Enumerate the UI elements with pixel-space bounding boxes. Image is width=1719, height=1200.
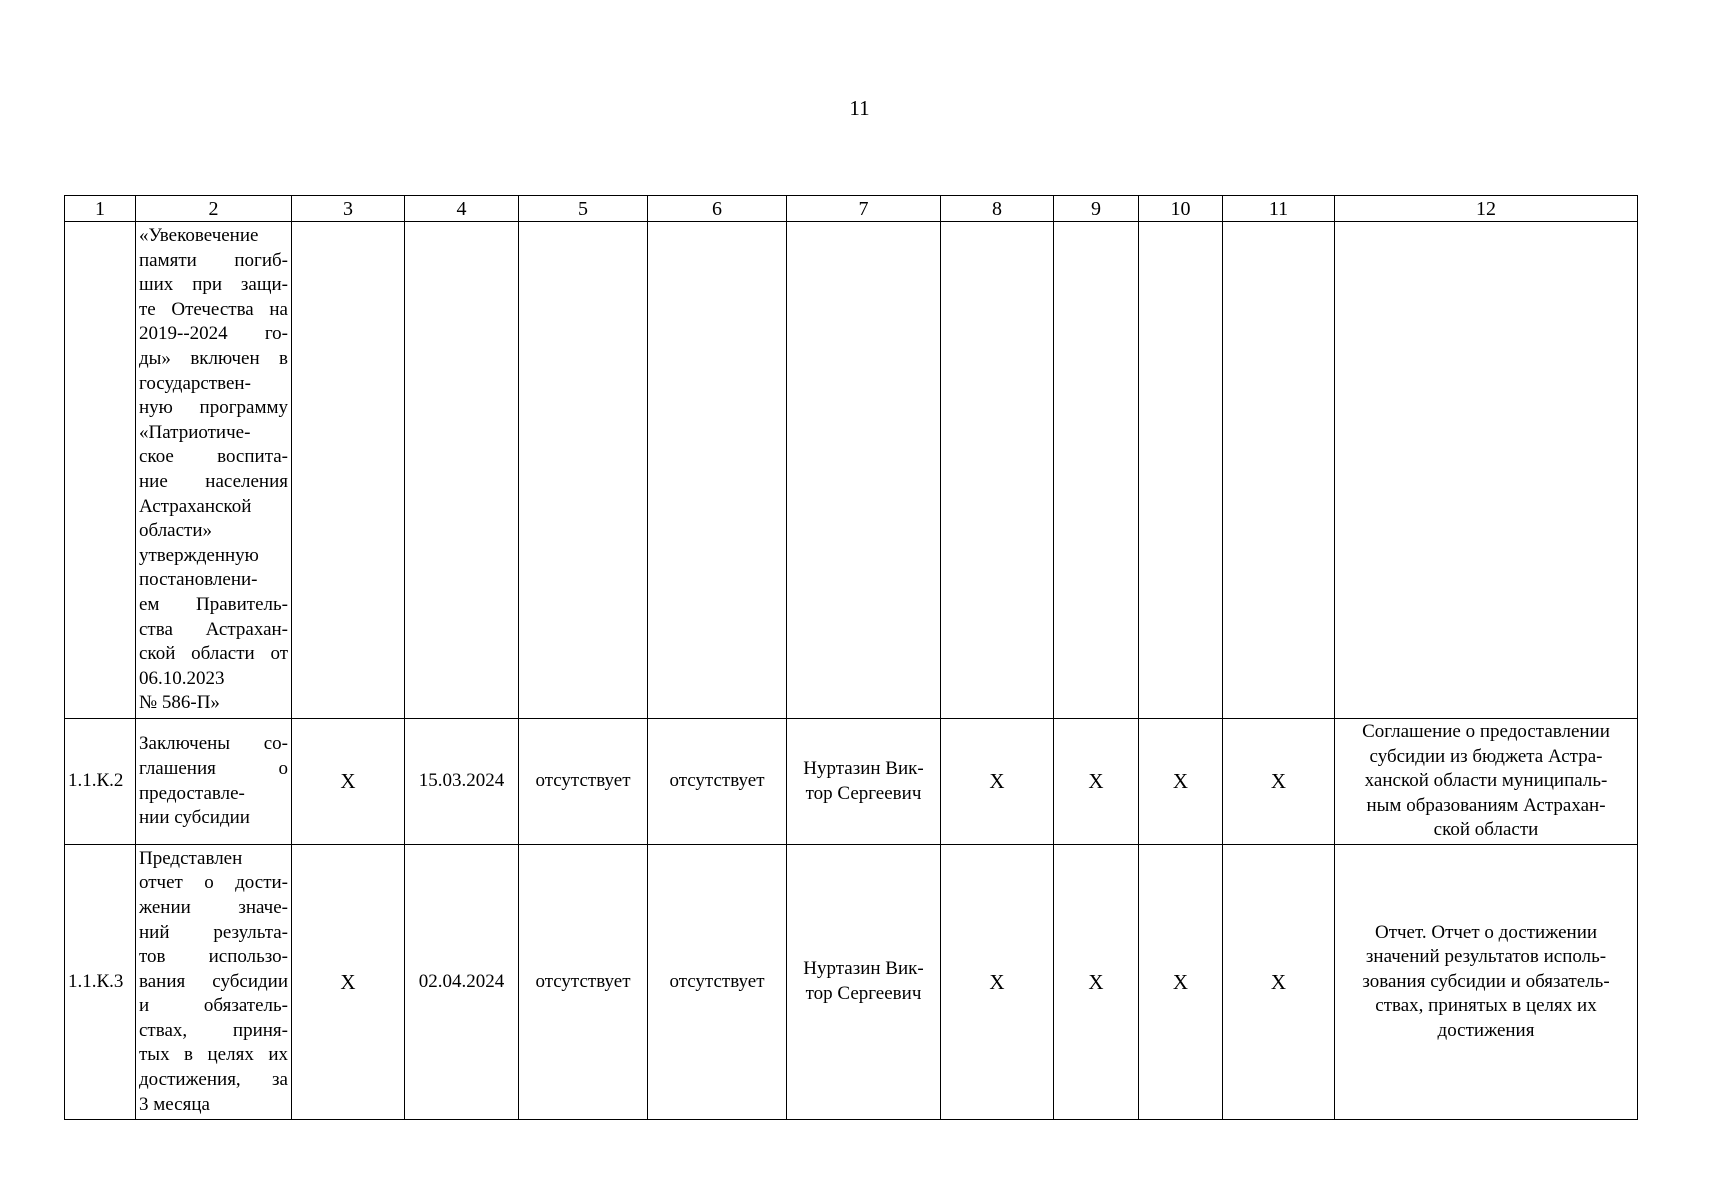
plan-table xyxy=(64,195,1638,1120)
cell-responsible xyxy=(787,845,941,1120)
cell-col-3: Х xyxy=(292,719,405,845)
column-header-5: 5 xyxy=(519,196,648,222)
text-line: 3 месяца xyxy=(139,1093,210,1115)
text-line: жении значе- xyxy=(139,896,288,918)
text-line: ской области от xyxy=(139,643,288,665)
cell-col-9: Х xyxy=(1054,719,1139,845)
text-line: вания субсидии xyxy=(139,970,288,992)
cell-col-6: отсутствует xyxy=(648,719,787,845)
column-header-8: 8 xyxy=(941,196,1054,222)
text-line: № 586-П» xyxy=(139,692,220,714)
cell-col-10: Х xyxy=(1139,719,1223,845)
cell-date: 02.04.2024 xyxy=(405,845,519,1120)
text-line: те Отечества на xyxy=(139,298,288,320)
text-line: ным образованиям Астрахан- xyxy=(1366,794,1606,816)
table-row xyxy=(65,222,1638,719)
cell-responsible xyxy=(787,222,941,719)
cell-document xyxy=(1335,845,1638,1120)
text-line: Соглашение о предоставлении xyxy=(1362,721,1610,743)
cell-col-3: Х xyxy=(292,845,405,1120)
cell-col-5: отсутствует xyxy=(519,719,648,845)
text-line: зования субсидии и обязатель- xyxy=(1362,970,1610,992)
text-line: памяти погиб- xyxy=(139,249,288,271)
text-line: Астраханской xyxy=(139,495,252,517)
text-line: ствах, принятых в целях их xyxy=(1375,995,1597,1017)
cell-col-9: Х xyxy=(1054,845,1139,1120)
text-line: достижения xyxy=(1437,1019,1535,1041)
row-id xyxy=(65,222,136,719)
cell-col-8 xyxy=(941,222,1054,719)
text-line: ную программу xyxy=(139,397,288,419)
cell-col-5 xyxy=(519,222,648,719)
row-id: 1.1.К.3 xyxy=(65,845,136,1120)
column-header-3: 3 xyxy=(292,196,405,222)
column-header-2: 2 xyxy=(136,196,292,222)
column-number-row xyxy=(65,196,1638,222)
text-line: ших при защи- xyxy=(139,274,288,296)
column-header-1: 1 xyxy=(65,196,136,222)
cell-col-10: Х xyxy=(1139,845,1223,1120)
page-number: 11 xyxy=(849,96,870,120)
cell-col-11: Х xyxy=(1223,719,1335,845)
text-line: предоставле- xyxy=(139,782,245,804)
text-line: ние населения xyxy=(139,471,288,492)
text-line: тор Сергеевич xyxy=(805,983,922,1004)
column-header-11: 11 xyxy=(1223,196,1335,222)
text-line: «Патриотиче- xyxy=(139,421,251,443)
cell-col-11 xyxy=(1223,222,1335,719)
row-name xyxy=(136,719,292,845)
text-line: Нуртазин Вик- xyxy=(803,757,924,779)
cell-document xyxy=(1335,222,1638,719)
text-line: глашения о xyxy=(139,757,288,779)
column-header-10: 10 xyxy=(1139,196,1223,222)
text-line: государствен- xyxy=(139,372,251,394)
cell-col-3 xyxy=(292,222,405,719)
text-line: тов использо- xyxy=(139,946,288,968)
cell-col-10 xyxy=(1139,222,1223,719)
text-line: ем Правитель- xyxy=(139,593,288,615)
text-line: ханской области муниципаль- xyxy=(1364,770,1608,792)
cell-col-9 xyxy=(1054,222,1139,719)
text-line: тых в целях их xyxy=(139,1044,288,1066)
text-line: отчет о дости- xyxy=(139,872,288,894)
cell-col-5: отсутствует xyxy=(519,845,648,1120)
text-line: и обязатель- xyxy=(139,995,288,1017)
text-line: ское воспита- xyxy=(139,446,288,468)
text-line: ды» включен в xyxy=(139,348,288,370)
cell-col-6: отсутствует xyxy=(648,845,787,1120)
cell-col-8: Х xyxy=(941,719,1054,845)
text-line: «Увековечение xyxy=(139,225,259,247)
text-line: субсидии из бюджета Астра- xyxy=(1369,745,1603,767)
text-line: 2019--2024 го- xyxy=(139,323,288,345)
text-line: области» xyxy=(139,520,213,542)
text-line: ства Астрахан- xyxy=(139,618,288,640)
column-header-4: 4 xyxy=(405,196,519,222)
cell-document xyxy=(1335,719,1638,845)
column-header-7: 7 xyxy=(787,196,941,222)
text-line: 06.10.2023 xyxy=(139,667,225,689)
text-line: тор Сергеевич xyxy=(805,782,922,804)
text-line: Нуртазин Вик- xyxy=(803,958,924,980)
cell-date: 15.03.2024 xyxy=(405,719,519,845)
column-header-12: 12 xyxy=(1335,196,1638,222)
cell-col-6 xyxy=(648,222,787,719)
column-header-6: 6 xyxy=(648,196,787,222)
text-line: значений результатов исполь- xyxy=(1365,946,1607,968)
row-id: 1.1.К.2 xyxy=(65,719,136,845)
text-line: ствах, приня- xyxy=(139,1019,288,1041)
row-name xyxy=(136,845,292,1120)
text-line: постановлени- xyxy=(139,569,258,591)
table-row xyxy=(65,845,1638,1120)
text-line: нии субсидии xyxy=(139,807,250,829)
row-name xyxy=(136,222,292,719)
table-row xyxy=(65,719,1638,845)
text-line: утвержденную xyxy=(139,544,259,566)
cell-responsible xyxy=(787,719,941,845)
text-line: ний результа- xyxy=(139,921,288,943)
text-line: Заключены со- xyxy=(139,733,288,755)
cell-col-8: Х xyxy=(941,845,1054,1120)
cell-col-11: Х xyxy=(1223,845,1335,1120)
column-header-9: 9 xyxy=(1054,196,1139,222)
cell-date xyxy=(405,222,519,719)
text-line: достижения, за xyxy=(139,1069,288,1091)
text-line: Отчет. Отчет о достижении xyxy=(1374,921,1598,943)
text-line: Представлен xyxy=(139,847,243,869)
text-line: ской области xyxy=(1433,819,1539,841)
